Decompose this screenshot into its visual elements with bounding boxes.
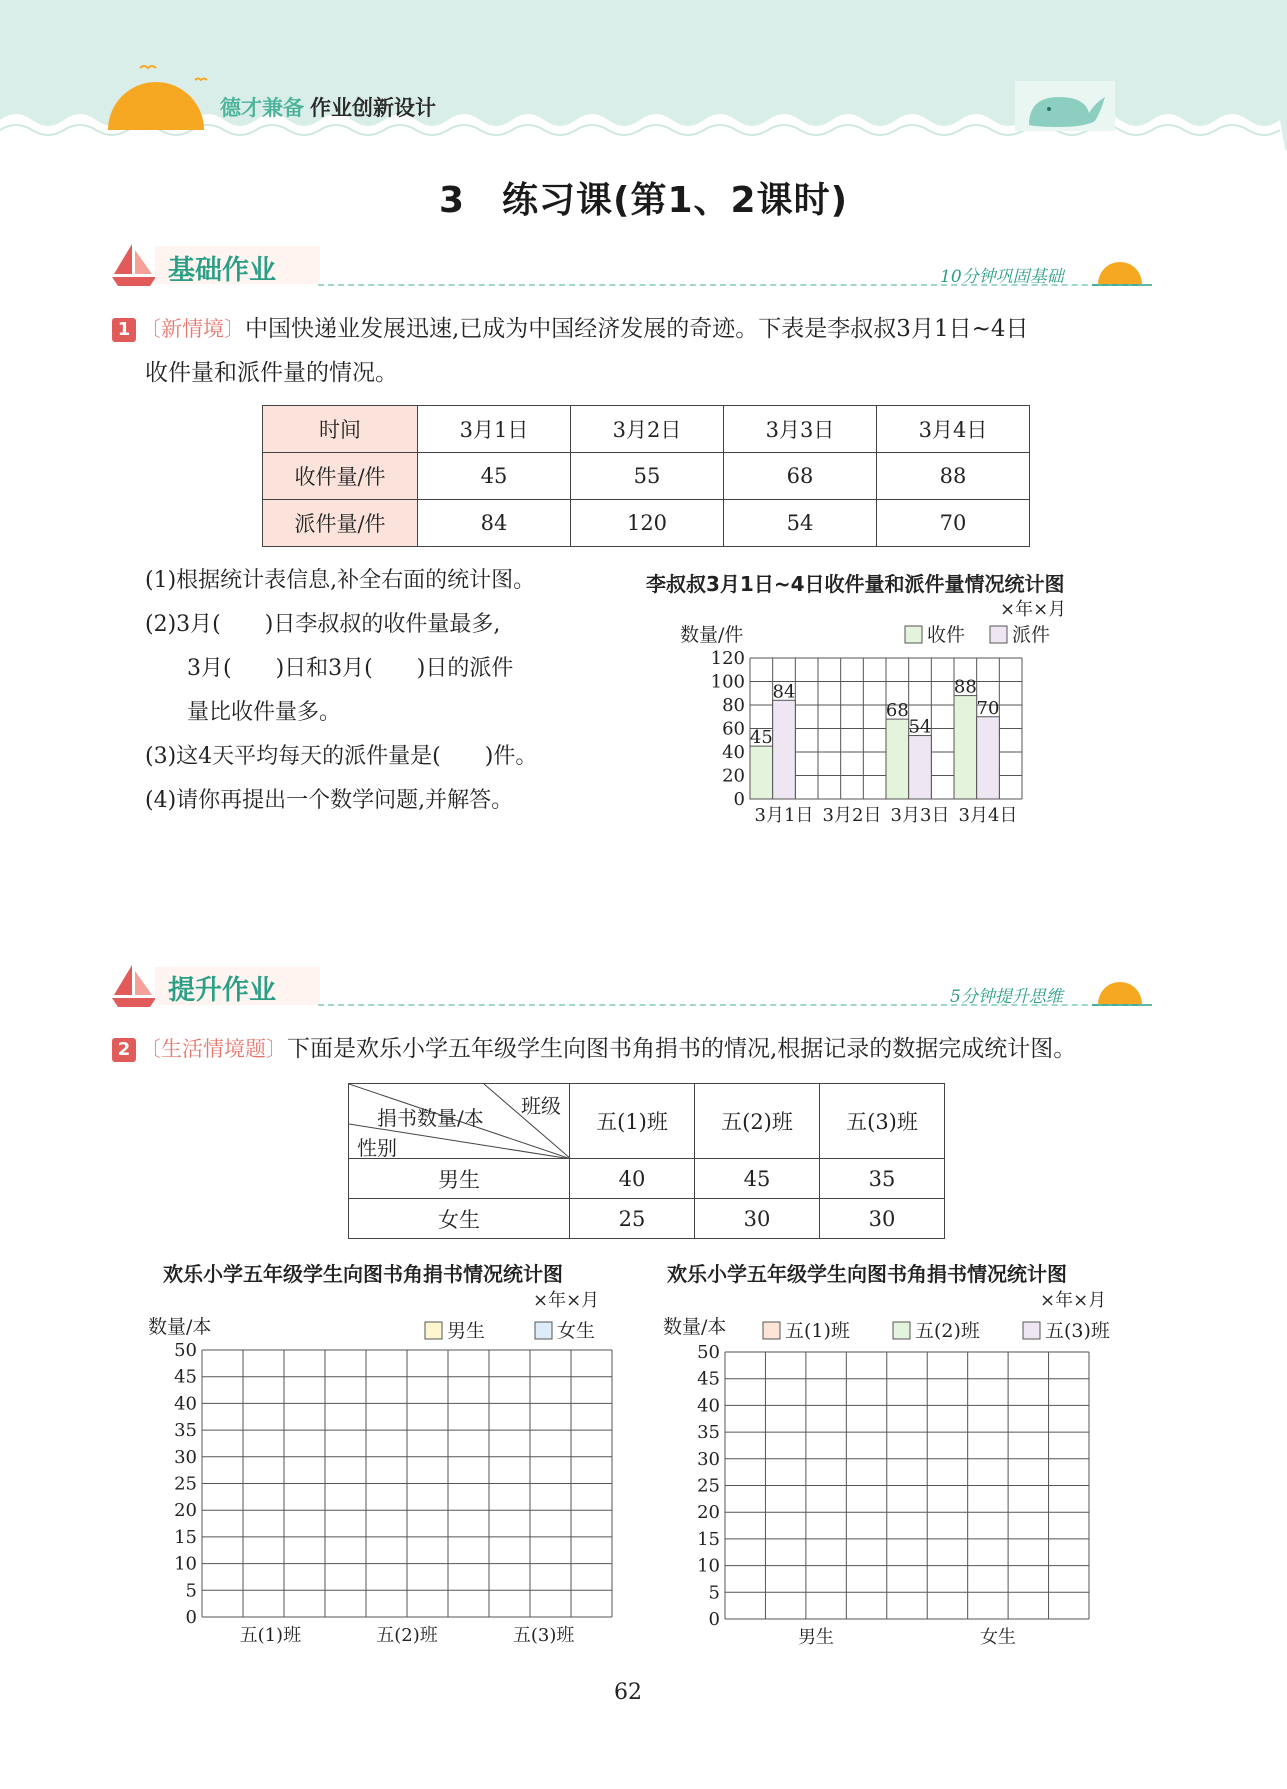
page-number: 62 — [614, 1680, 642, 1705]
sailboat-icon — [110, 242, 158, 288]
sailboat-icon — [110, 963, 158, 1009]
y-tick-label: 120 — [710, 648, 745, 669]
y-tick-label: 35 — [174, 1420, 197, 1442]
q1-text-line2: 收件量和派件量的情况。 — [145, 360, 398, 386]
legend-label: 男生 — [447, 1320, 486, 1342]
legend-label: 收件 — [927, 624, 966, 646]
q1-sub2: (2)3月( )日李叔叔的收件量最多, — [145, 612, 501, 637]
legend-swatch — [990, 626, 1007, 643]
legend-swatch — [893, 1322, 910, 1339]
y-axis-label: 数量/本 — [663, 1316, 727, 1338]
chart2-title: 欢乐小学五年级学生向图书角捐书情况统计图 — [163, 1262, 563, 1286]
x-tick-label: 3月2日 — [822, 805, 882, 826]
legend-label: 派件 — [1012, 624, 1051, 646]
bar — [773, 700, 796, 799]
corner-mid-label: 捐书数量/本 — [377, 1106, 484, 1130]
table-row — [349, 1084, 945, 1159]
y-tick-label: 50 — [174, 1340, 197, 1361]
table-cell: 25 — [570, 1199, 695, 1239]
bar-value-label: 88 — [953, 676, 977, 698]
legend-swatch — [425, 1322, 442, 1339]
y-tick-label: 10 — [697, 1555, 720, 1577]
chart2-date: ×年×月 — [533, 1290, 600, 1311]
table-cell: 35 — [820, 1159, 945, 1199]
table-header-cell: 3月3日 — [724, 406, 877, 453]
y-tick-label: 40 — [697, 1395, 720, 1417]
table-header-cell: 3月1日 — [418, 406, 571, 453]
table-header-cell: 五(1)班 — [570, 1084, 695, 1159]
table-cell: 120 — [571, 500, 724, 547]
q1-sub2-cont2: 量比收件量多。 — [187, 700, 342, 725]
y-tick-label: 35 — [697, 1422, 720, 1444]
chart3-date: ×年×月 — [1040, 1290, 1107, 1311]
table-cell: 68 — [724, 453, 877, 500]
legend-swatch — [905, 626, 922, 643]
y-tick-label: 30 — [174, 1446, 197, 1468]
y-axis-label: 数量/件 — [680, 624, 744, 646]
y-tick-label: 20 — [722, 765, 745, 787]
table-row-label: 女生 — [349, 1199, 570, 1239]
bar — [954, 696, 977, 799]
legend-label: 五(3)班 — [1045, 1320, 1110, 1342]
table-header-cell: 五(3)班 — [820, 1084, 945, 1159]
section2-right-text: 5分钟提升思维 — [950, 987, 1063, 1007]
bar — [977, 717, 1000, 799]
q2-text: 下面是欢乐小学五年级学生向图书角捐书的情况,根据记录的数据完成统计图。 — [287, 1036, 1077, 1062]
q2-number: 2 — [112, 1038, 136, 1062]
brand-part2: 作业创新设计 — [310, 96, 436, 120]
table-row — [263, 453, 1030, 500]
y-tick-label: 45 — [174, 1366, 197, 1388]
brand — [220, 92, 436, 122]
x-tick-label: 男生 — [798, 1627, 834, 1648]
y-axis-label: 数量/本 — [148, 1316, 212, 1338]
x-tick-label: 3月3日 — [890, 805, 950, 826]
q1-sub1: (1)根据统计表信息,补全右面的统计图。 — [145, 568, 536, 593]
whale-icon — [1015, 75, 1115, 133]
table-header-cell: 3月4日 — [877, 406, 1030, 453]
q1-text-line1: 中国快递业发展迅速,已成为中国经济发展的奇迹。下表是李叔叔3月1日~4日 — [245, 316, 1029, 342]
bar-value-label: 70 — [976, 697, 1000, 719]
y-tick-label: 30 — [697, 1448, 720, 1470]
table-cell: 45 — [418, 453, 571, 500]
chart1 — [660, 615, 1120, 830]
y-tick-label: 100 — [710, 671, 745, 693]
table-cell: 54 — [724, 500, 877, 547]
legend-swatch — [763, 1322, 780, 1339]
sun-small-icon — [1092, 254, 1152, 288]
bar — [886, 719, 909, 799]
page-title: 3 练习课(第1、2课时) — [438, 180, 849, 221]
table-header-cell: 五(2)班 — [695, 1084, 820, 1159]
table-row — [263, 500, 1030, 547]
y-tick-label: 40 — [174, 1393, 197, 1415]
table-row — [263, 406, 1030, 453]
bar-value-label: 45 — [749, 727, 773, 749]
bar-value-label: 54 — [908, 716, 932, 738]
y-tick-label: 25 — [697, 1475, 720, 1497]
y-tick-label: 20 — [174, 1500, 197, 1522]
table-cell: 40 — [570, 1159, 695, 1199]
y-tick-label: 50 — [697, 1342, 720, 1363]
chart1-date: ×年×月 — [1000, 599, 1067, 620]
y-tick-label: 0 — [708, 1609, 720, 1630]
table-cell: 55 — [571, 453, 724, 500]
corner-top-label: 班级 — [521, 1094, 561, 1118]
sun-small-icon — [1092, 974, 1152, 1008]
y-tick-label: 0 — [733, 789, 745, 810]
table-cell: 70 — [877, 500, 1030, 547]
section1-right-text: 10分钟巩固基础 — [940, 267, 1064, 287]
q1-number: 1 — [112, 318, 136, 342]
x-tick-label: 女生 — [980, 1627, 1016, 1648]
y-tick-label: 80 — [722, 695, 745, 716]
chart1-title: 李叔叔3月1日~4日收件量和派件量情况统计图 — [646, 572, 1065, 596]
y-tick-label: 20 — [697, 1502, 720, 1524]
table-row — [349, 1199, 945, 1239]
table-row — [349, 1159, 945, 1199]
chart2 — [140, 1308, 630, 1648]
legend-label: 五(2)班 — [915, 1320, 980, 1342]
sun-logo-icon — [100, 58, 210, 133]
table-corner-cell — [349, 1084, 570, 1159]
y-tick-label: 5 — [708, 1582, 720, 1604]
y-tick-label: 45 — [697, 1368, 720, 1390]
y-tick-label: 15 — [697, 1528, 720, 1550]
bar — [909, 736, 932, 799]
q1-tag: 〔新情境〕 — [140, 317, 245, 341]
y-tick-label: 10 — [174, 1553, 197, 1575]
q1-table — [262, 405, 1030, 547]
q1-sub3: (3)这4天平均每天的派件量是( )件。 — [145, 744, 538, 769]
y-tick-label: 15 — [174, 1526, 197, 1548]
table-cell: 45 — [695, 1159, 820, 1199]
y-tick-label: 5 — [185, 1580, 197, 1602]
bar — [750, 746, 773, 799]
legend-swatch — [1023, 1322, 1040, 1339]
y-tick-label: 25 — [174, 1473, 197, 1495]
q2-table — [348, 1083, 945, 1239]
brand-part1: 德才兼备 — [220, 96, 304, 120]
bar-value-label: 84 — [772, 681, 796, 703]
legend-swatch — [535, 1322, 552, 1339]
y-tick-label: 0 — [185, 1607, 197, 1628]
legend-label: 五(1)班 — [785, 1320, 850, 1342]
table-cell: 30 — [695, 1199, 820, 1239]
table-cell: 84 — [418, 500, 571, 547]
q1-sub4: (4)请你再提出一个数学问题,并解答。 — [145, 788, 514, 813]
x-tick-label: 五(2)班 — [376, 1625, 438, 1646]
table-header-cell: 时间 — [263, 406, 418, 453]
corner-bottom-label: 性别 — [357, 1136, 397, 1160]
x-tick-label: 五(1)班 — [239, 1625, 302, 1646]
x-tick-label: 3月4日 — [958, 805, 1018, 826]
table-row-label: 派件量/件 — [263, 500, 418, 547]
table-cell: 30 — [820, 1199, 945, 1239]
x-tick-label: 3月1日 — [754, 805, 814, 826]
section2-label: 提升作业 — [168, 975, 276, 1006]
table-header-cell: 3月2日 — [571, 406, 724, 453]
table-row-label: 男生 — [349, 1159, 570, 1199]
legend-label: 女生 — [557, 1320, 596, 1342]
table-cell: 88 — [877, 453, 1030, 500]
y-tick-label: 60 — [722, 718, 745, 740]
chart3 — [655, 1308, 1155, 1648]
section1-label: 基础作业 — [168, 255, 276, 286]
bar-value-label: 68 — [885, 700, 909, 722]
y-tick-label: 40 — [722, 742, 745, 763]
q1-sub2-cont: 3月( )日和3月( )日的派件 — [187, 656, 514, 681]
chart3-title: 欢乐小学五年级学生向图书角捐书情况统计图 — [667, 1262, 1067, 1286]
q2-tag: 〔生活情境题〕 — [140, 1037, 287, 1061]
x-tick-label: 五(3)班 — [512, 1625, 575, 1646]
table-row-label: 收件量/件 — [263, 453, 418, 500]
